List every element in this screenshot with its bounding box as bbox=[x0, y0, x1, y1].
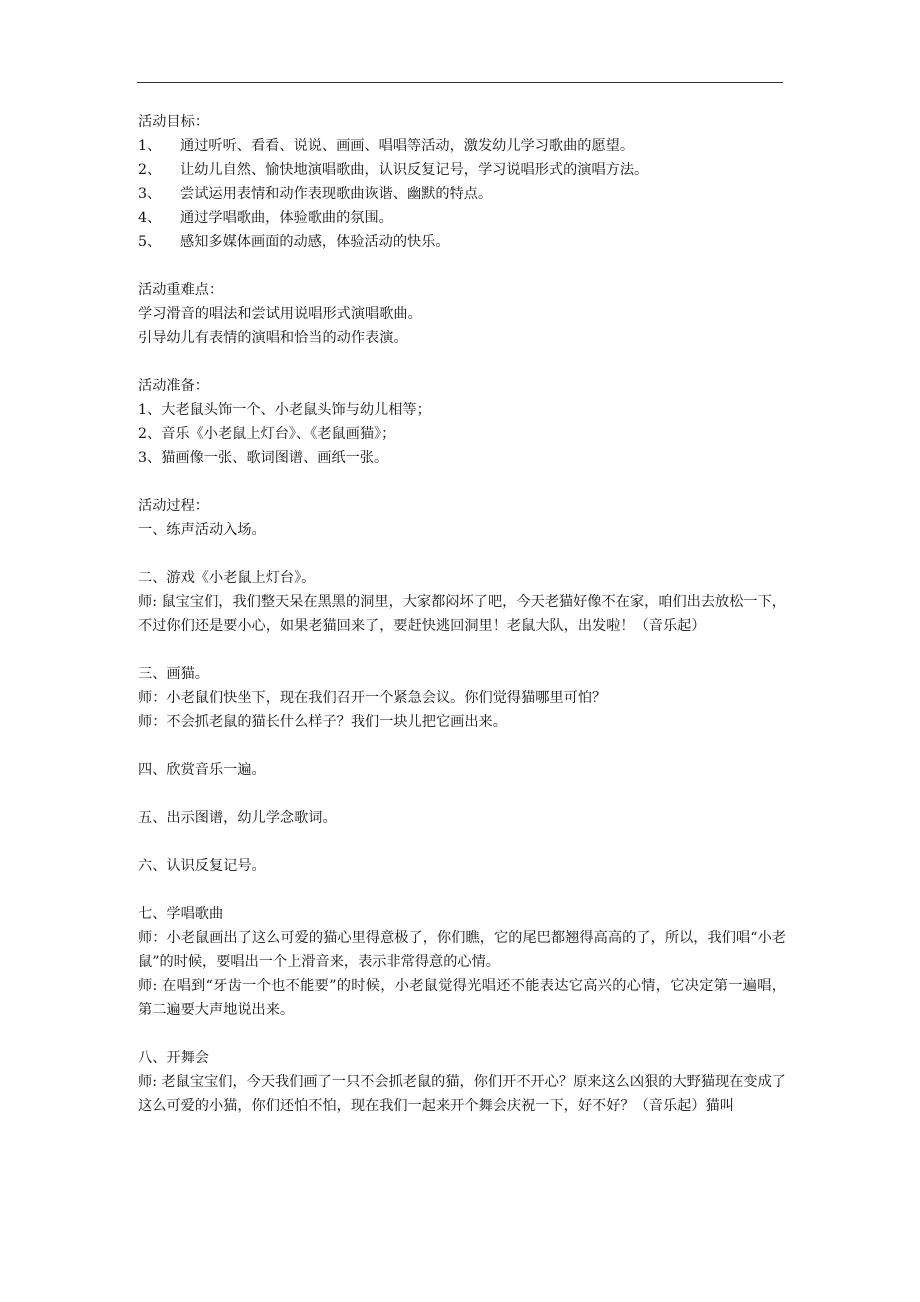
objective-num: 4、 bbox=[138, 210, 162, 226]
spacer bbox=[138, 470, 786, 494]
spacer bbox=[138, 734, 786, 758]
key-point-line: 学习滑音的唱法和尝试用说唱形式演唱歌曲。 bbox=[138, 306, 422, 322]
step-3-paragraph-1: 师：小老鼠们快坐下，现在我们召开一个紧急会议。你们觉得猫哪里可怕？ bbox=[138, 690, 607, 706]
objective-item-2 bbox=[138, 158, 786, 182]
spacer bbox=[138, 782, 786, 806]
spacer bbox=[138, 638, 786, 662]
objective-item-5 bbox=[138, 230, 786, 254]
step-3-title: 三、画猫。 bbox=[138, 666, 209, 682]
preparation-heading: 活动准备： bbox=[138, 378, 209, 394]
step-7-paragraph-1: 师：小老鼠画出了这么可爱的猫心里得意极了，你们瞧，它的尾巴都翘得高高的了，所以，我们唱“小老鼠”的时候，要唱出一个上滑音来，表示非常得意的心情。 bbox=[138, 930, 786, 970]
objective-num: 5、 bbox=[138, 234, 162, 250]
preparation-line: 2、音乐《小老鼠上灯台》、《老鼠画猫》； bbox=[138, 426, 396, 442]
spacer bbox=[138, 1022, 786, 1046]
document-body bbox=[138, 110, 786, 1118]
step-7-title: 七、学唱歌曲 bbox=[138, 906, 224, 922]
objective-text: 尝试运用表情和动作表现歌曲诙谐、幽默的特点。 bbox=[180, 186, 493, 202]
preparation-line: 3、猫画像一张、歌词图谱、画纸一张。 bbox=[138, 450, 389, 466]
spacer bbox=[138, 830, 786, 854]
objective-num: 2、 bbox=[138, 162, 162, 178]
process-heading: 活动过程： bbox=[138, 498, 209, 514]
preparation-line: 1、大老鼠头饰一个、小老鼠头饰与幼儿相等； bbox=[138, 402, 431, 418]
objective-item-3 bbox=[138, 182, 786, 206]
spacer bbox=[138, 254, 786, 278]
header-rule bbox=[137, 82, 783, 83]
objective-text: 让幼儿自然、愉快地演唱歌曲，认识反复记号，学习说唱形式的演唱方法。 bbox=[180, 162, 649, 178]
objective-num: 1、 bbox=[138, 138, 162, 154]
objective-num: 3、 bbox=[138, 186, 162, 202]
objective-text: 通过学唱歌曲，体验歌曲的氛围。 bbox=[180, 210, 393, 226]
step-1-title: 一、练声活动入场。 bbox=[138, 522, 266, 538]
objective-text: 通过听听、看看、说说、画画、唱唱等活动，激发幼儿学习歌曲的愿望。 bbox=[180, 138, 635, 154]
step-5-title: 五、出示图谱，幼儿学念歌词。 bbox=[138, 810, 337, 826]
step-6-title: 六、认识反复记号。 bbox=[138, 858, 266, 874]
spacer bbox=[138, 542, 786, 566]
step-2-paragraph: 师: 鼠宝宝们，我们整天呆在黑黑的洞里，大家都闷坏了吧，今天老猫好像不在家，咱们出去放松一下，不过你们还是要小心，如果老猫回来了，要赶快逃回洞里！老鼠大队，出发啦！（音乐起） bbox=[138, 594, 786, 634]
step-8-title: 八、开舞会 bbox=[138, 1050, 209, 1066]
spacer bbox=[138, 878, 786, 902]
objective-text: 感知多媒体画面的动感，体验活动的快乐。 bbox=[180, 234, 450, 250]
step-8-paragraph: 师: 老鼠宝宝们，今天我们画了一只不会抓老鼠的猫，你们开不开心？原来这么凶狠的大野猫现在变成了这么可爱的小猫，你们还怕不怕，现在我们一起来开个舞会庆祝一下，好不好？（音乐起）猫叫 bbox=[138, 1074, 786, 1114]
step-3-paragraph-2: 师：不会抓老鼠的猫长什么样子？我们一块儿把它画出来。 bbox=[138, 714, 507, 730]
step-7-paragraph-2: 师: 在唱到“牙齿一个也不能要”的时候，小老鼠觉得光唱还不能表达它高兴的心情，它决定第一遍唱，第二遍要大声地说出来。 bbox=[138, 978, 786, 1018]
objective-item-1 bbox=[138, 134, 786, 158]
objective-item-4 bbox=[138, 206, 786, 230]
step-4-title: 四、欣赏音乐一遍。 bbox=[138, 762, 266, 778]
objectives-heading: 活动目标： bbox=[138, 114, 209, 130]
key-point-line: 引导幼儿有表情的演唱和恰当的动作表演。 bbox=[138, 330, 408, 346]
key-points-heading: 活动重难点： bbox=[138, 282, 224, 298]
spacer bbox=[138, 350, 786, 374]
step-2-title: 二、游戏《小老鼠上灯台》。 bbox=[138, 570, 316, 586]
